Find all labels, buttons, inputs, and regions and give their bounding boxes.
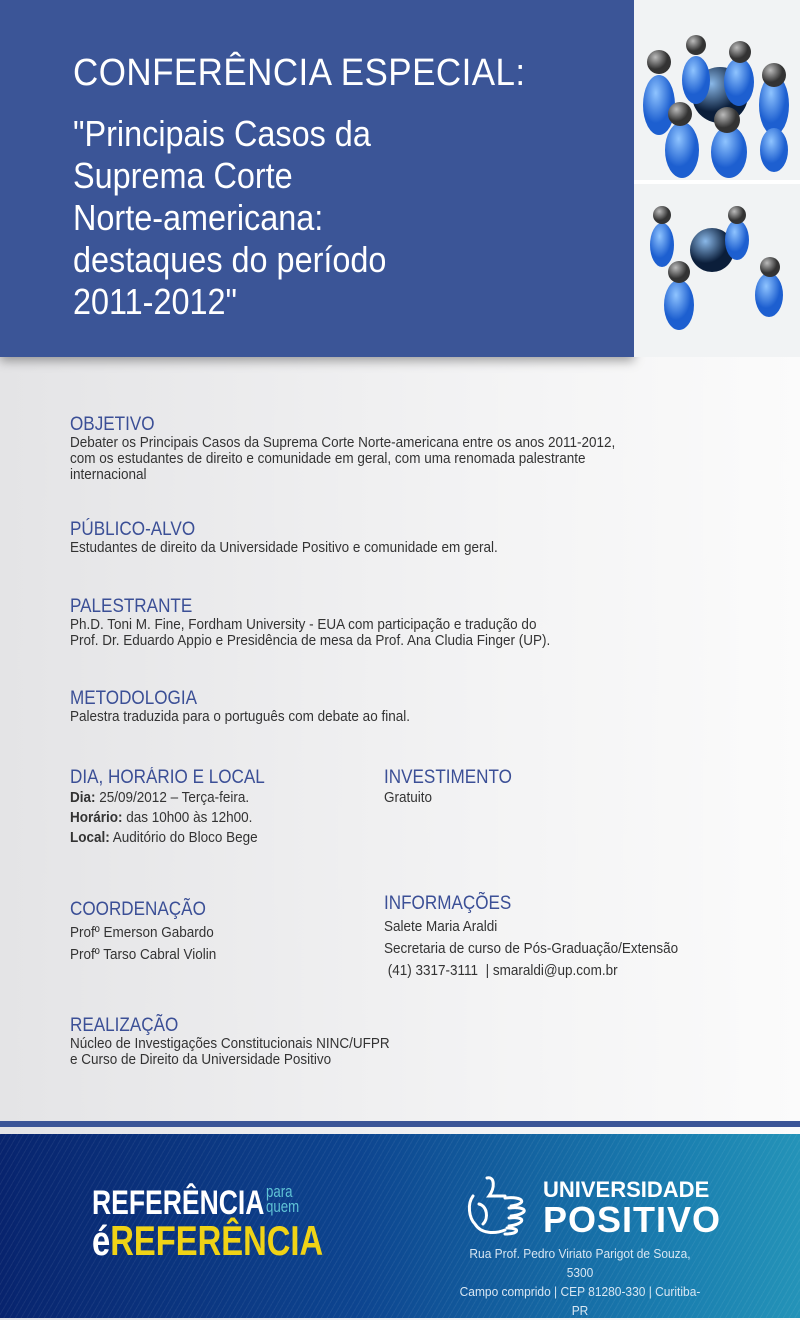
section-title: COORDENAÇÃO [70, 899, 206, 920]
section-text: Secretaria de curso de Pós-Graduação/Extensão [384, 940, 679, 957]
address-line: Rua Prof. Pedro Viriato Parigot de Souza, 5300 [469, 1246, 691, 1280]
address-line: Campo comprido | CEP 81280-330 | Curitiba-PR [459, 1284, 701, 1318]
section-text: Núcleo de Investigações Constitucionais NINC/UFPR [70, 1035, 390, 1052]
section-objetivo [70, 415, 615, 483]
section-informacoes [384, 894, 678, 982]
slogan-small: para [265, 1182, 293, 1201]
thumbs-up-icon [465, 1174, 537, 1238]
section-title: INVESTIMENTO [384, 767, 512, 788]
horario-label: Horário: [70, 809, 123, 826]
university-logo [465, 1174, 722, 1243]
section-metodologia [70, 689, 410, 725]
section-text: Salete Maria Araldi [384, 918, 498, 935]
header-banner [0, 0, 634, 357]
section-dia-horario-local [70, 768, 265, 848]
section-text: Palestra traduzida para o português com debate ao final. [70, 708, 410, 725]
divider [0, 1121, 800, 1127]
address [456, 1244, 704, 1320]
footer-banner [0, 1134, 800, 1318]
event-title: "Principais Casos da Suprema Corte Norte-americana: destaques do período 2011-2012" [73, 113, 387, 322]
section-title: DIA, HORÁRIO E LOCAL [70, 767, 265, 788]
section-coordenacao [70, 900, 216, 966]
slogan-word: REFERÊNCIA [110, 1217, 324, 1264]
contact-text: (41) 3317-3111 | smaraldi@up.com.br [384, 962, 618, 979]
section-text: internacional [70, 466, 147, 483]
dia-value: 25/09/2012 – Terça-feira. [95, 789, 250, 806]
slogan-word: REFERÊNCIA [92, 1184, 265, 1222]
local-value: Auditório do Bloco Bege [109, 829, 258, 846]
section-text: Ph.D. Toni M. Fine, Fordham University - EUA com participação e tradução do [70, 616, 537, 633]
local-label: Local: [70, 829, 110, 846]
slogan-small: quem [265, 1197, 300, 1216]
section-text: Debater os Principais Casos da Suprema Corte Norte-americana entre os anos 2011-2012, [70, 434, 616, 451]
section-title: INFORMAÇÕES [384, 893, 512, 914]
section-publico-alvo [70, 520, 498, 556]
section-text: Profº Emerson Gabardo [70, 924, 214, 941]
section-text: Profº Tarso Cabral Violin [70, 946, 217, 963]
slogan-e: é [92, 1217, 111, 1264]
section-text: Estudantes de direito da Universidade Positivo e comunidade em geral. [70, 539, 498, 556]
section-title: METODOLOGIA [70, 688, 198, 709]
slogan-logo [92, 1182, 324, 1264]
section-text: e Curso de Direito da Universidade Positivo [70, 1051, 332, 1068]
section-text: Gratuito [384, 789, 433, 806]
horario-value: das 10h00 às 12h00. [122, 809, 253, 826]
section-realizacao [70, 1016, 390, 1068]
section-text: Prof. Dr. Eduardo Appio e Presidência de mesa da Prof. Ana Cludia Finger (UP). [70, 632, 551, 649]
section-investimento [384, 768, 512, 808]
section-text: com os estudantes de direito e comunidade em geral, com uma renomada palestrante [70, 450, 586, 467]
people-globe-image [634, 0, 800, 357]
section-title: OBJETIVO [70, 414, 155, 435]
event-type-title: CONFERÊNCIA ESPECIAL: [73, 52, 526, 94]
logo-line2: POSITIVO [543, 1199, 722, 1240]
dia-label: Dia: [70, 789, 96, 806]
section-title: REALIZAÇÃO [70, 1015, 179, 1036]
section-title: PALESTRANTE [70, 596, 193, 617]
logo-line1: UNIVERSIDADE [543, 1177, 710, 1202]
section-palestrante [70, 597, 550, 649]
section-title: PÚBLICO-ALVO [70, 519, 196, 540]
